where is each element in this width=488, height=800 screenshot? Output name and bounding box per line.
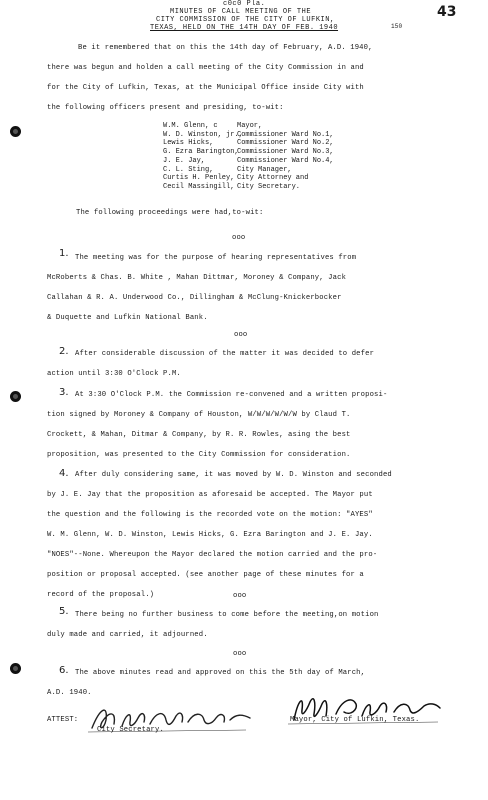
officer-row: Lewis Hicks, Commissioner Ward No.2,	[163, 139, 334, 148]
intro-line-4: the following officers present and presiding, to-wit:	[47, 104, 284, 112]
item-1-line-3: Callahan & R. A. Underwood Co., Dillingham & McClung-Knickerbocker	[47, 294, 342, 302]
officer-row: W.M. Glenn, c Mayor,	[163, 122, 263, 130]
header-title-line-3: TEXAS, HELD ON THE 14TH DAY OF FEB. 1940	[150, 24, 339, 32]
separator: ooo	[232, 234, 246, 242]
binder-hole	[10, 391, 21, 402]
officer-row: J. E. Jay, Commissioner Ward No.4,	[163, 156, 334, 165]
item-1-marker: 1.	[59, 248, 69, 259]
item-3-marker: 3.	[59, 387, 69, 398]
item-5-marker: 5.	[59, 606, 69, 617]
item-4-marker: 4.	[59, 468, 69, 479]
proceedings-intro: The following proceedings were had,to-wit:	[76, 209, 264, 217]
intro-line-2: there was begun and holden a call meeting of the City Commission in and	[47, 64, 364, 72]
item-1-line-1: The meeting was for the purpose of hearing representatives from	[75, 254, 357, 262]
item-4-line-5: "NOES"--None. Whereupon the Mayor declared the motion carried and the pro-	[47, 551, 378, 559]
header-title-line-2: CITY COMMISSION OF THE CITY OF LUFKIN,	[156, 16, 335, 24]
item-6-line-2: A.D. 1940.	[47, 689, 92, 697]
margin-mark: 150	[391, 23, 403, 30]
city-secretary-caption: City Secretary.	[97, 726, 164, 734]
officer-row: Cecil Massingill, City Secretary.	[163, 182, 301, 191]
separator: ooo	[233, 592, 247, 600]
item-2-line-2: action until 3:30 O'Clock P.M.	[47, 370, 181, 378]
page-number: 43	[437, 4, 457, 20]
item-4-line-1: After duly considering same, it was moved by W. D. Winston and seconded	[75, 471, 392, 479]
intro-line-3: for the City of Lufkin, Texas, at the Municipal Office inside City with	[47, 84, 364, 92]
item-1-line-2: McRoberts & Chas. B. White , Mahan Dittmar, Moroney & Company, Jack	[47, 274, 347, 282]
item-6-marker: 6.	[59, 665, 69, 676]
officer-row: G. Ezra Barington, Commissioner Ward No.3,	[163, 148, 334, 157]
separator: ooo	[234, 331, 248, 339]
binder-hole	[10, 663, 21, 674]
item-3-line-4: proposition, was presented to the City Commission for consideration.	[47, 451, 351, 459]
intro-line-1: Be it remembered that on this the 14th day of February, A.D. 1940,	[78, 44, 373, 52]
item-1-line-4: & Duquette and Lufkin National Bank.	[47, 314, 208, 322]
header-line-0: c0c0 Pla.	[223, 0, 266, 8]
mayor-caption: Mayor, City of Lufkin, Texas.	[290, 716, 420, 724]
header-title-line-1: MINUTES OF CALL MEETING OF THE	[170, 8, 312, 16]
item-4-line-6: position or proposal accepted. (see another page of these minutes for a	[47, 571, 364, 579]
item-4-line-7: record of the proposal.)	[47, 591, 155, 599]
binder-hole	[10, 126, 21, 137]
item-4-line-3: the question and the following is the recorded vote on the motion: "AYES"	[47, 511, 373, 519]
item-4-line-4: W. M. Glenn, W. D. Winston, Lewis Hicks, G. Ezra Barington and J. E. Jay.	[47, 531, 373, 539]
officer-row: W. D. Winston, jr., Commissioner Ward No.1,	[163, 130, 334, 139]
separator: ooo	[233, 650, 247, 658]
item-4-line-2: by J. E. Jay that the proposition as aforesaid be accepted. The Mayor put	[47, 491, 373, 499]
item-2-marker: 2.	[59, 346, 69, 357]
item-3-line-2: tion signed by Moroney & Company of Houston, W/W/W/W/W/W by Claud T.	[47, 411, 351, 419]
item-5-line-1: There being no further business to come before the meeting,on motion	[75, 611, 379, 619]
item-3-line-1: At 3:30 O'Clock P.M. the Commission re-convened and a written proposi-	[75, 391, 388, 399]
item-2-line-1: After considerable discussion of the matter it was decided to defer	[75, 350, 375, 358]
attest-label: ATTEST:	[47, 716, 79, 724]
officer-row: Curtis H. Penley, City Attorney and	[163, 174, 309, 183]
officers-roster	[163, 122, 334, 192]
officer-row: C. L. Sting, City Manager,	[163, 165, 292, 174]
item-5-line-2: duly made and carried, it adjourned.	[47, 631, 208, 639]
item-6-line-1: The above minutes read and approved on this the 5th day of March,	[75, 669, 366, 677]
item-3-line-3: Crockett, & Mahan, Ditmar & Company, by R. R. Rowles, asing the best	[47, 431, 351, 439]
